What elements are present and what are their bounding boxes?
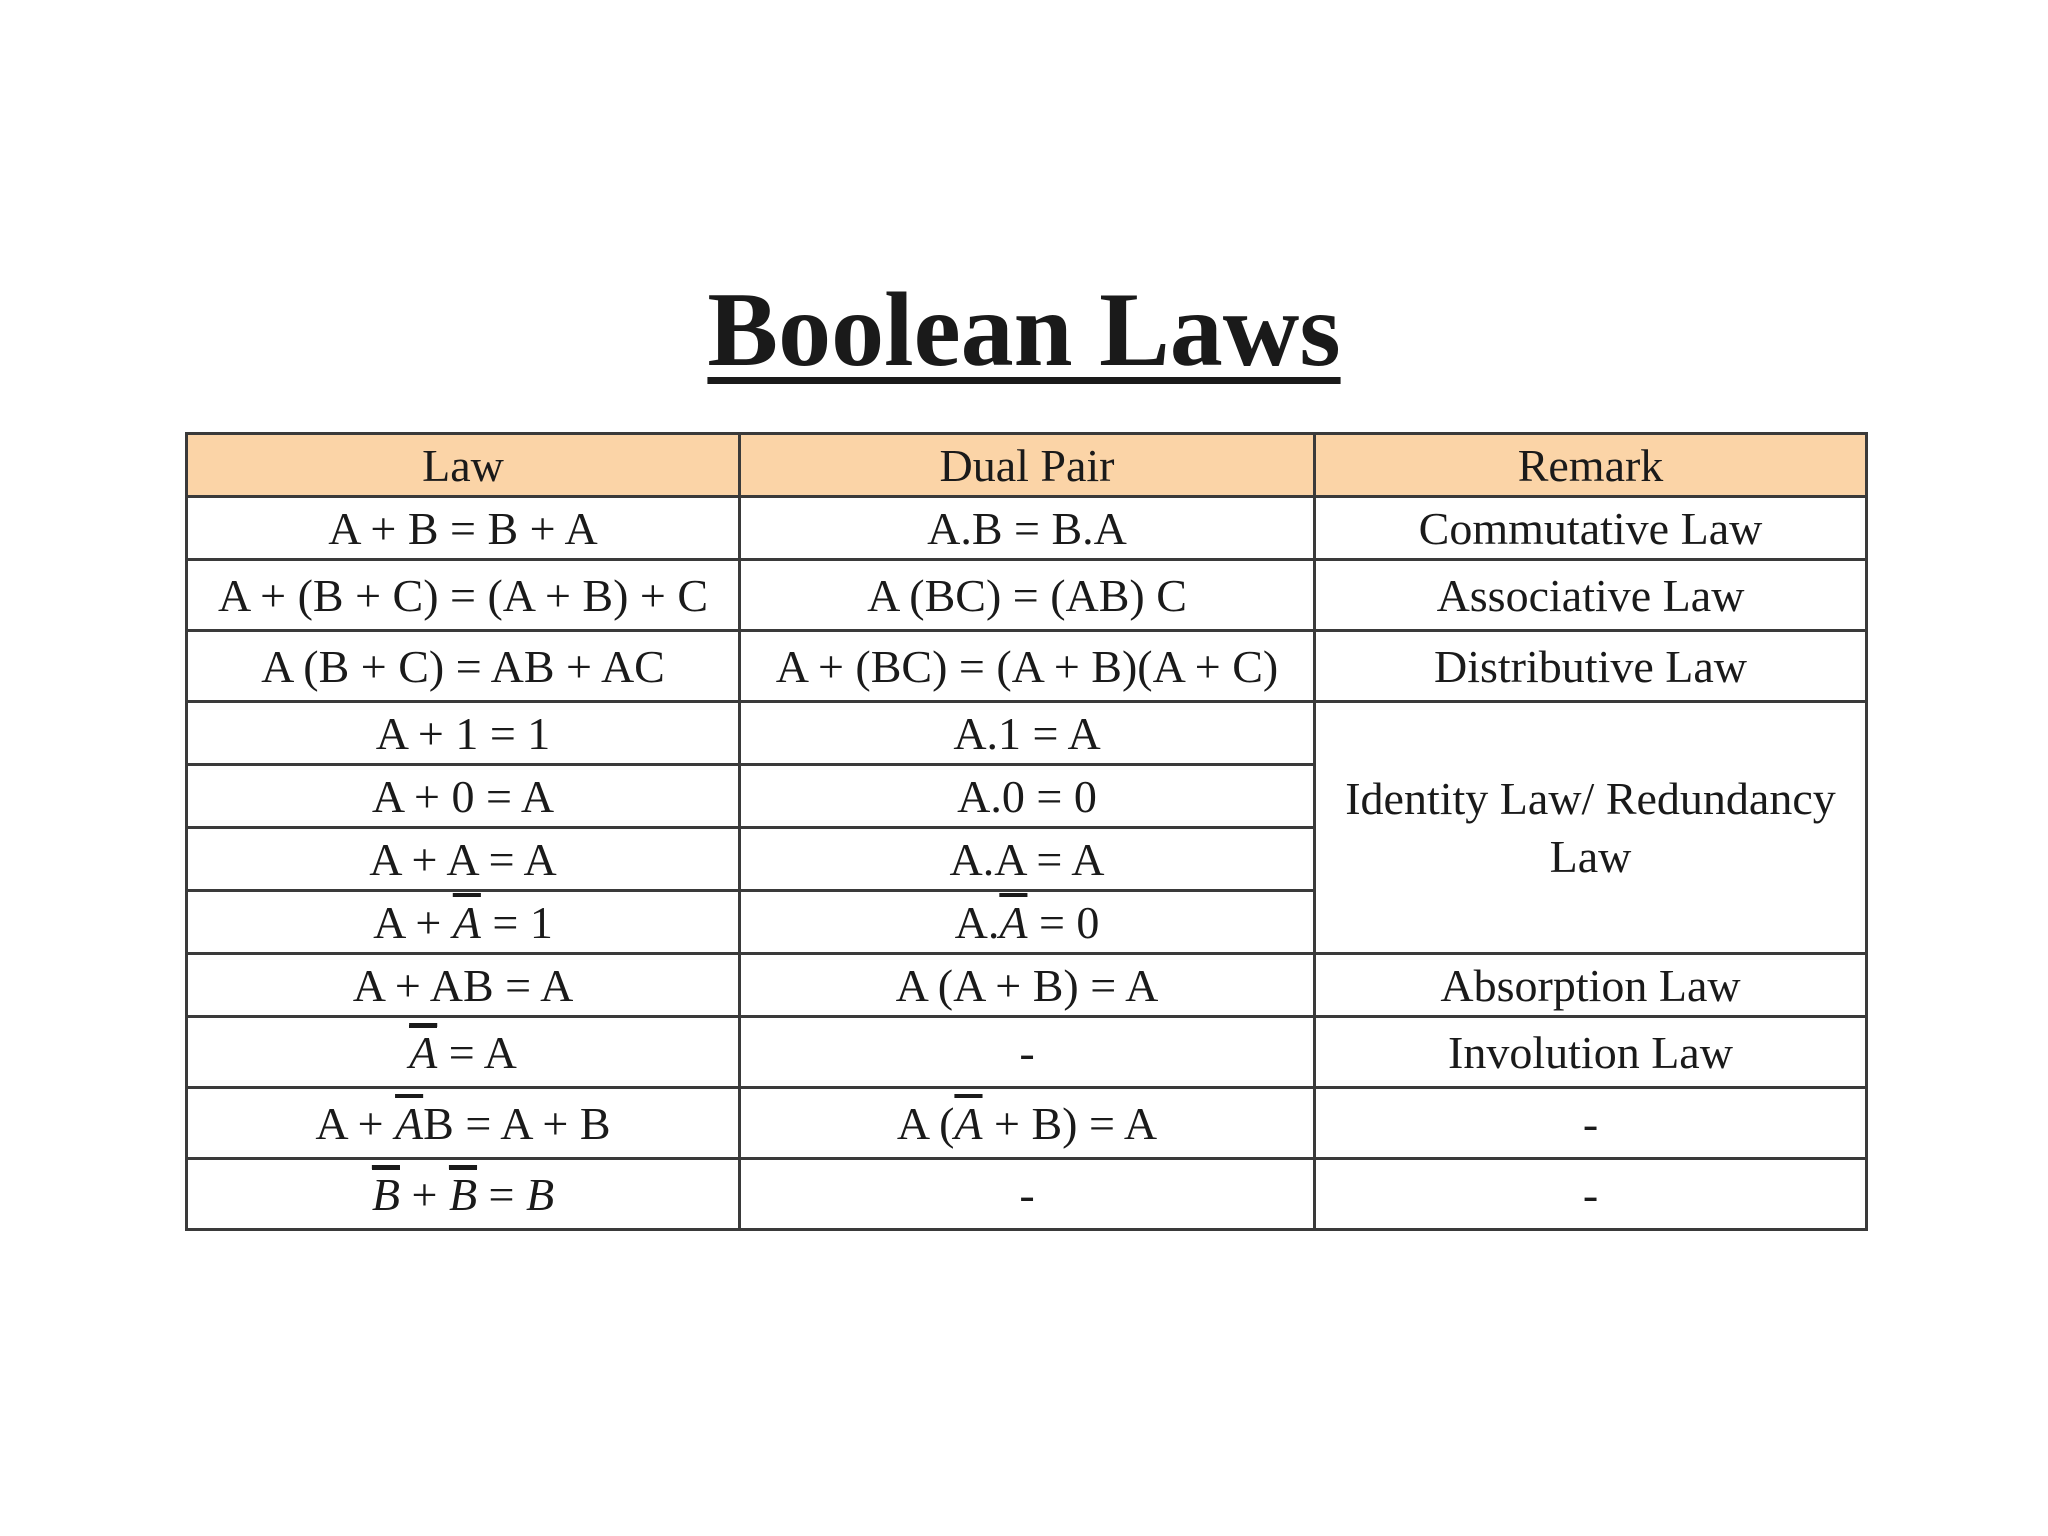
table-row	[187, 1159, 1867, 1230]
law-text: A +	[373, 896, 453, 948]
table-row	[187, 702, 1867, 765]
remark-cell: Absorption Law	[1315, 954, 1867, 1017]
column-header-dual-pair: Dual Pair	[740, 434, 1315, 497]
table-row	[187, 1088, 1867, 1159]
table-row	[187, 954, 1867, 1017]
remark-cell-identity: Identity Law/ Redundancy Law	[1315, 702, 1867, 954]
law-text: =	[477, 1169, 526, 1220]
double-complement-b	[449, 1167, 477, 1218]
law-cell: A + A = A	[187, 828, 740, 891]
dual-pair-cell	[740, 1088, 1315, 1159]
dual-pair-cell: A.B = B.A	[740, 497, 1315, 560]
table-row	[187, 631, 1867, 702]
dual-pair-cell: A.0 = 0	[740, 765, 1315, 828]
law-text: = A	[437, 1027, 517, 1078]
law-cell: A + 1 = 1	[187, 702, 740, 765]
law-text: +	[399, 1169, 449, 1220]
dual-pair-cell: -	[740, 1017, 1315, 1088]
double-complement-b	[372, 1167, 400, 1218]
law-cell	[187, 891, 740, 954]
page-title-text: Boolean Laws	[707, 271, 1341, 388]
column-header-law: Law	[187, 434, 740, 497]
law-cell: A + (B + C) = (A + B) + C	[187, 560, 740, 631]
remark-cell: -	[1315, 1088, 1867, 1159]
dual-pair-cell: A + (BC) = (A + B)(A + C)	[740, 631, 1315, 702]
law-cell	[187, 1088, 740, 1159]
complement-b: $\overline{B}$	[371, 1169, 400, 1220]
boolean-laws-table	[185, 432, 1868, 1231]
dual-text: + B) = A	[982, 1097, 1158, 1149]
complement-a: $\overline{A}$	[452, 896, 481, 948]
dual-text: = 0	[1027, 896, 1100, 948]
complement-a: $\overline{A}$	[954, 1097, 983, 1149]
dual-pair-cell: A.A = A	[740, 828, 1315, 891]
column-header-remark: Remark	[1315, 434, 1867, 497]
dual-pair-cell: A.1 = A	[740, 702, 1315, 765]
complement-a: $\overline{A}$	[999, 896, 1028, 948]
law-cell	[187, 1159, 740, 1230]
double-complement-a	[409, 1025, 437, 1076]
table-header-row	[187, 434, 1867, 497]
law-cell: A + AB = A	[187, 954, 740, 1017]
table-row	[187, 497, 1867, 560]
remark-cell: Involution Law	[1315, 1017, 1867, 1088]
dual-pair-cell: -	[740, 1159, 1315, 1230]
law-cell: A + B = B + A	[187, 497, 740, 560]
dual-pair-cell: A (A + B) = A	[740, 954, 1315, 1017]
dual-text: A (	[896, 1097, 955, 1149]
remark-cell: -	[1315, 1159, 1867, 1230]
remark-cell: Commutative Law	[1315, 497, 1867, 560]
table-row	[187, 1017, 1867, 1088]
remark-cell: Associative Law	[1315, 560, 1867, 631]
table-row	[187, 560, 1867, 631]
law-cell: A + 0 = A	[187, 765, 740, 828]
complement-a: $\overline{A}$	[395, 1097, 424, 1149]
law-cell: A (B + C) = AB + AC	[187, 631, 740, 702]
law-text: B	[526, 1169, 555, 1220]
law-text: A +	[315, 1097, 396, 1149]
dual-pair-cell: A (BC) = (AB) C	[740, 560, 1315, 631]
law-text: B = A + B	[423, 1097, 611, 1149]
complement-a: $\overline{A}$	[409, 1027, 438, 1078]
law-cell	[187, 1017, 740, 1088]
dual-text: A.	[954, 896, 1000, 948]
law-text: = 1	[480, 896, 553, 948]
page-title	[0, 270, 2048, 390]
complement-b: $\overline{B}$	[448, 1169, 478, 1220]
dual-pair-cell	[740, 891, 1315, 954]
remark-cell: Distributive Law	[1315, 631, 1867, 702]
